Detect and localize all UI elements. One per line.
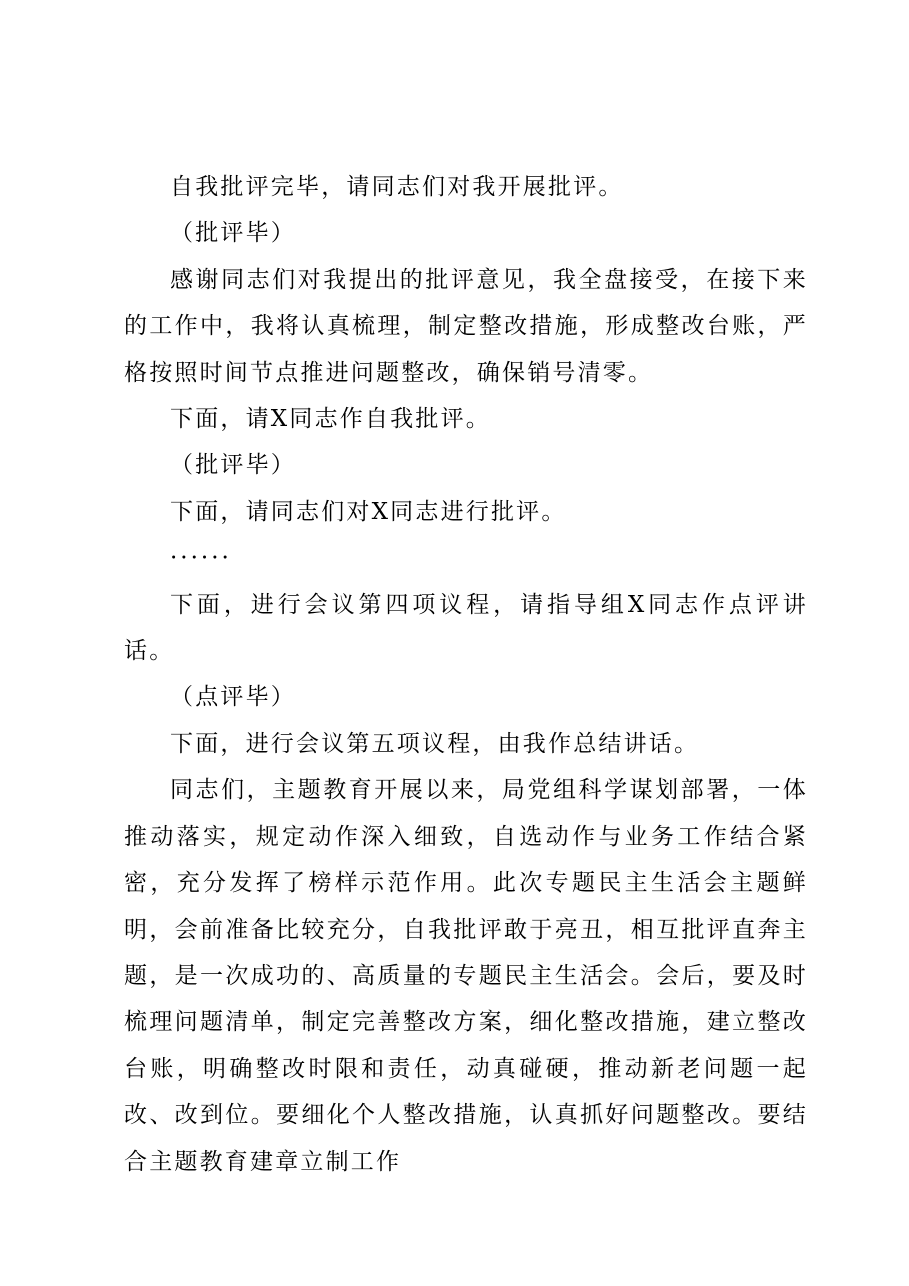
- paragraph-next-criticism: 下面，请同志们对X同志进行批评。: [170, 498, 567, 525]
- paragraph-agenda-five: 下面，进行会议第五项议程，由我作总结讲话。: [170, 730, 700, 757]
- paragraph-comment-end: （点评毕）: [170, 684, 296, 711]
- document-body: [124, 164, 808, 1185]
- paragraph-criticism-end-2: （批评毕）: [170, 452, 296, 479]
- paragraph-next-self-criticism: 下面，请X同志作自我批评。: [170, 406, 491, 433]
- paragraph-summary-speech: 同志们，主题教育开展以来，局党组科学谋划部署，一体推动落实，规定动作深入细致，自选动作与业务工作结合紧密，充分发挥了榜样示范作用。此次专题民主生活会主题鲜明，会前准备比较充分，自我批评敢于亮丑，相互批评直奔主题，是一次成功的、高质量的专题民主生活会。会后，要及时梳理问题清单，制定完善整改方案，细化整改措施，建立整改台账，明确整改时限和责任，动真碰硬，推动新老问题一起改、改到位。要细化个人整改措施，认真抓好问题整改。要结合主题教育建章立制工作: [124, 777, 808, 1175]
- paragraph-ellipsis: ······: [170, 545, 232, 572]
- paragraph-thanks: 感谢同志们对我提出的批评意见，我全盘接受，在接下来的工作中，我将认真梳理，制定整改措施，形成整改台账，严格按照时间节点推进问题整改，确保销号清零。: [124, 266, 808, 386]
- paragraph-criticism-end-1: （批评毕）: [170, 220, 296, 247]
- paragraph-self-criticism-done: 自我批评完毕，请同志们对我开展批评。: [170, 174, 624, 200]
- paragraph-agenda-four: 下面，进行会议第四项议程，请指导组X同志作点评讲话。: [124, 591, 808, 665]
